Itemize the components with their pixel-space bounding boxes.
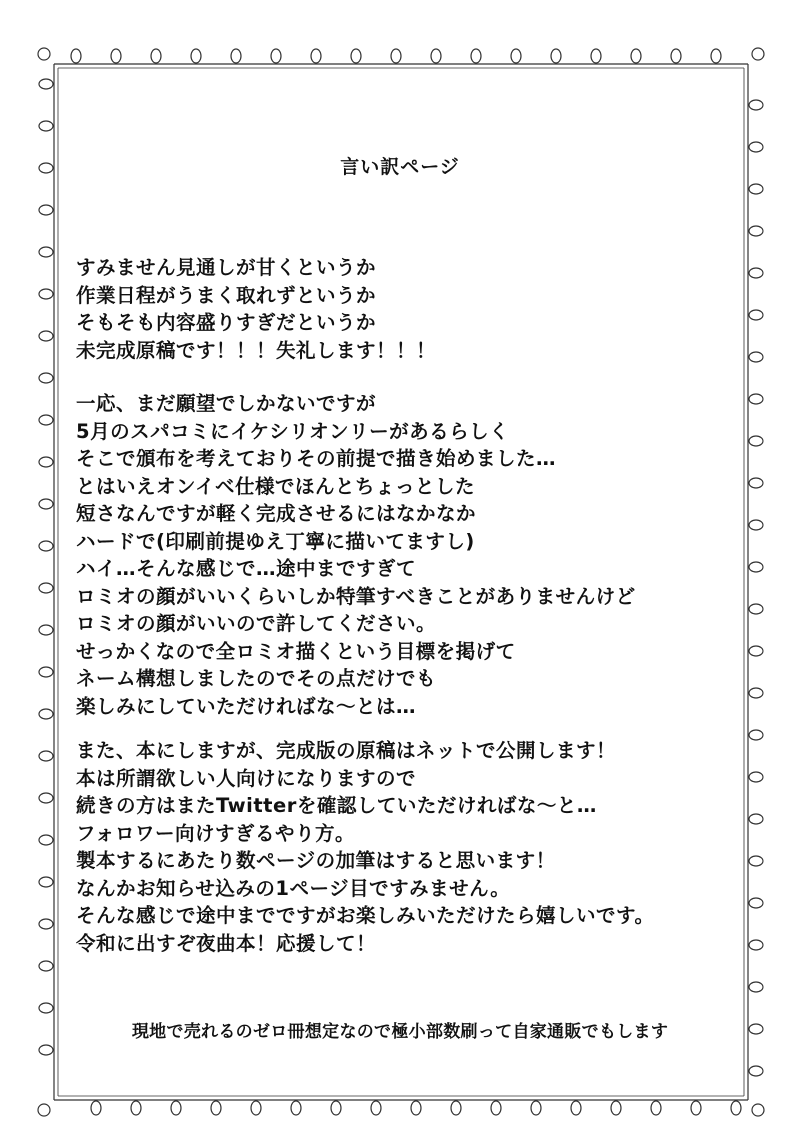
text-line: 続きの方はまたTwitterを確認していただければな～と… [76, 794, 597, 817]
text-line: 製本するにあたり数ページの加筆はすると思います！ [76, 849, 556, 872]
text-line: また、本にしますが、完成版の原稿はネットで公開します！ [76, 739, 617, 762]
text-line: 未完成原稿です！！！失礼します！！！ [76, 338, 437, 362]
text-line: 一応、まだ願望でしかないですが [76, 392, 377, 415]
page-title: 言い訳ページ [340, 156, 460, 178]
text-line: ロミオの顔がいいくらいしか特筆すべきことがありませんけど [76, 584, 636, 608]
text-line: ハードで(印刷前提ゆえ丁寧に描いてますし) [76, 529, 475, 553]
text-line: せっかくなので全ロミオ描くという目標を掲げて [76, 639, 516, 663]
text-line: なんかお知らせ込みの1ページ目ですみません。 [76, 876, 511, 900]
text-line: すみません見通しが甘くというか [76, 256, 377, 279]
text-line: フォロワー向けすぎるやり方。 [76, 821, 356, 845]
text-line: そんな感じで途中までですがお楽しみいただけたら嬉しいです。 [76, 904, 655, 927]
text-line: 楽しみにしていただければな～とは… [76, 694, 417, 718]
text-line: 令和に出すぞ夜曲本！応援して！ [76, 931, 377, 955]
paragraph-plans [76, 390, 756, 720]
footer-note: 現地で売れるのゼロ冊想定なので極小部数刷って自家通販でもします [131, 1022, 669, 1042]
text-line: ネーム構想しましたのでその点だけでも [76, 667, 437, 690]
paragraph-apology [76, 254, 756, 364]
text-line: ロミオの顔がいいので許してください。 [76, 612, 437, 635]
text-line: とはいえオンイベ仕様でほんとちょっとした [76, 474, 476, 498]
text-line: そもそも内容盛りすぎだというか [76, 311, 377, 334]
text-line: 作業日程がうまく取れずというか [76, 283, 377, 307]
text-line: 5月のスパコミにイケシリオンリーがあるらしく [76, 419, 510, 443]
text-line: ハイ…そんな感じで…途中まですぎて [76, 557, 417, 580]
text-line: 短さなんですが軽く完成させるにはなかなか [76, 502, 477, 525]
text-line: 本は所謂欲しい人向けになりますので [76, 766, 417, 790]
paragraph-publication [76, 737, 756, 957]
text-line: そこで頒布を考えておりその前提で描き始めました… [76, 447, 557, 470]
